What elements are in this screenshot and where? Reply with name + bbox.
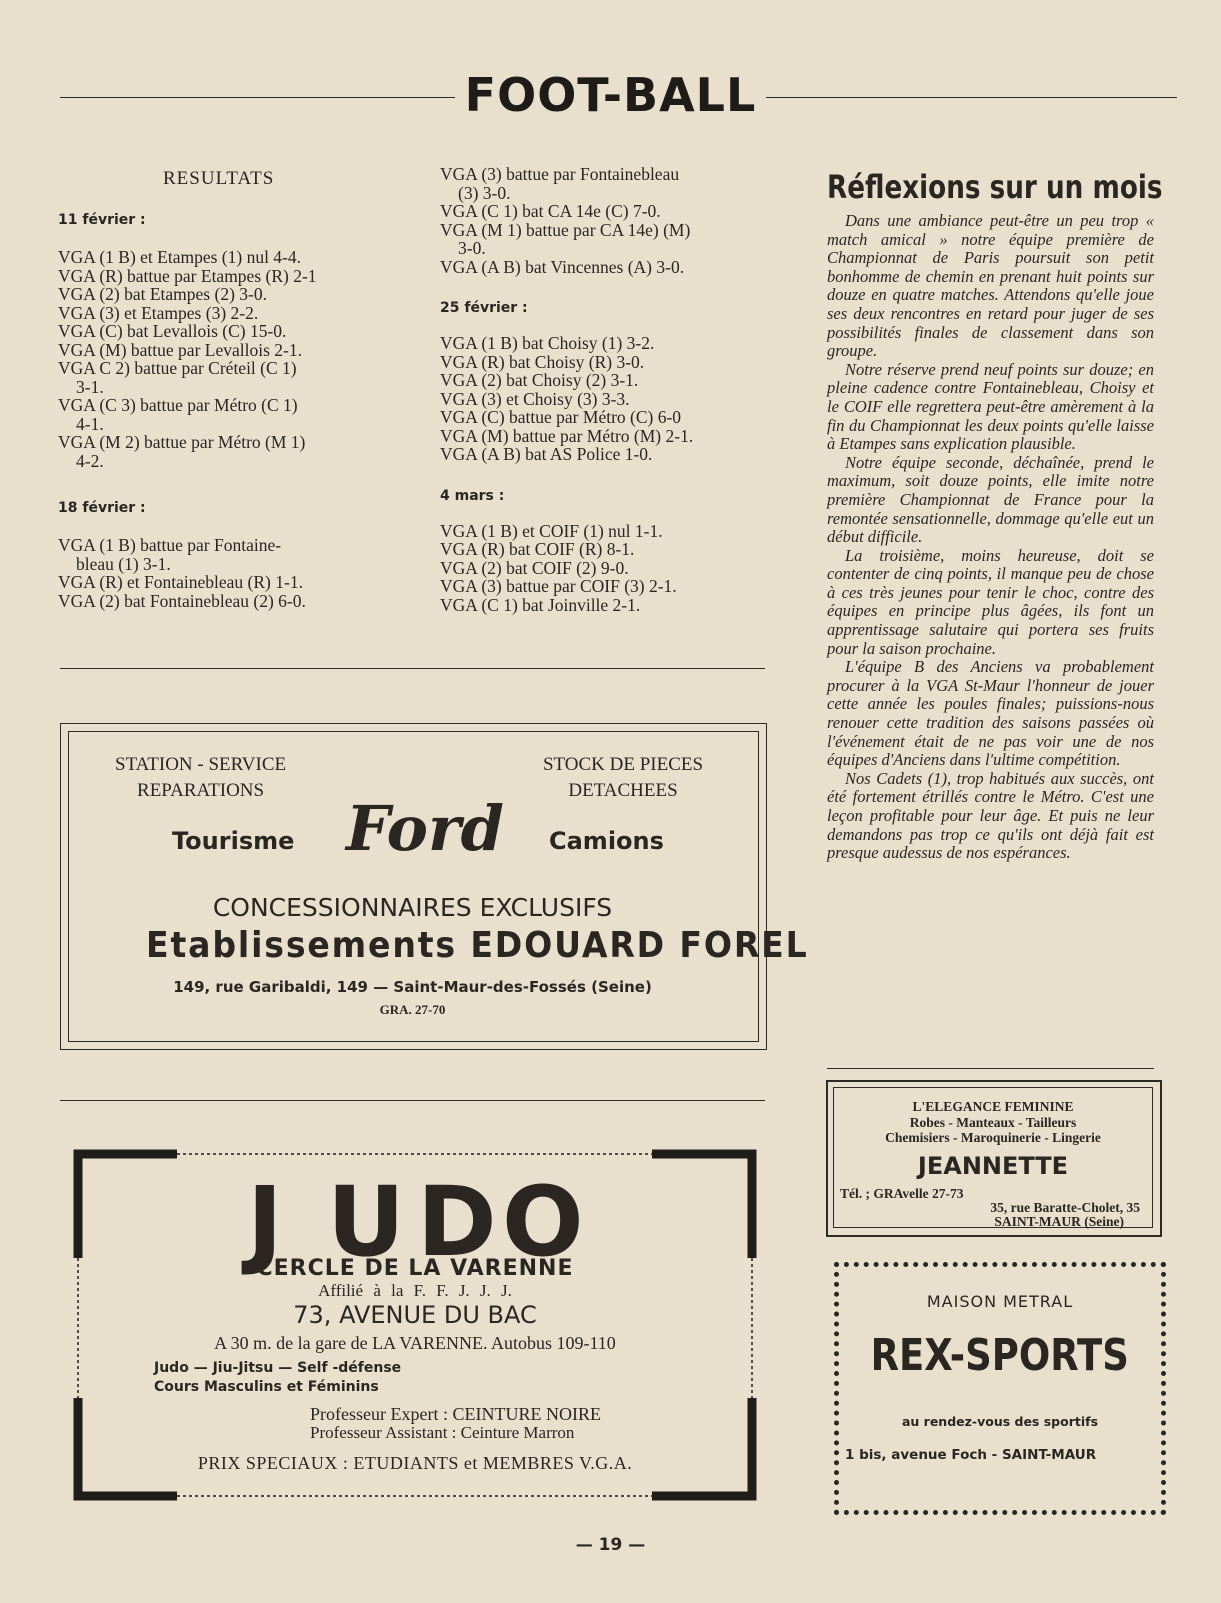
rex-tagline: au rendez-vous des sportifs — [901, 1414, 1099, 1429]
divider — [827, 1068, 1154, 1069]
reflexions-paragraph: Notre équipe seconde, déchaînée, prend le maximum, soit douze points, elle imite notre première Championnat de France pour la remontée sensationnelle, dommage qu'elle eut un début difficile. — [827, 452, 1154, 547]
jeannette-line1: Robes - Manteaux - Tailleurs — [909, 1114, 1077, 1130]
result-line: VGA (C) bat Levallois (C) 15-0. — [58, 321, 287, 341]
jeannette-phone: Tél. ; GRAvelle 27-73 — [840, 1186, 964, 1201]
result-line: VGA (C 1) bat CA 14e (C) 7-0. — [440, 201, 661, 221]
results-heading: RESULTATS — [163, 168, 275, 189]
result-line: VGA (1 B) et COIF (1) nul 1-1. — [440, 520, 663, 541]
ford-company: Etablissements EDOUARD FOREL — [146, 925, 809, 966]
result-line: VGA (C 1) bat Joinville 2-1. — [440, 594, 641, 615]
result-line: bleau (1) 3-1. — [76, 553, 171, 574]
jeannette-name: JEANNETTE — [917, 1152, 1069, 1180]
ford-ad-pieces: STOCK DE PIECES DETACHEES — [542, 754, 704, 801]
result-line: 3-0. — [458, 238, 486, 258]
page-title: FOOT-BALL — [0, 68, 1221, 122]
judo-letter: O — [502, 1166, 584, 1278]
divider — [60, 668, 765, 669]
judo-affiliation: Affilié à la F. F. J. J. J. — [318, 1281, 512, 1300]
ford-concession: CONCESSIONNAIRES EXCLUSIFS — [212, 893, 613, 922]
judo-directions: A 30 m. de la gare de LA VARENNE. Autobus 109-110 — [214, 1333, 616, 1353]
rex-top: MAISON METRAL — [926, 1292, 1074, 1311]
result-line: VGA (R) et Fontainebleau (R) 1-1. — [58, 572, 303, 592]
jeannette-heading: L'ELEGANCE FEMININE — [912, 1099, 1074, 1114]
result-line: VGA (M) battue par Métro (M) 2-1. — [440, 425, 694, 446]
result-line: VGA (2) bat Etampes (2) 3-0. — [58, 284, 267, 304]
result-line: VGA (2) bat Choisy (2) 3-1. — [440, 370, 639, 390]
reflexions-article — [827, 212, 1154, 863]
result-line: VGA (3) et Etampes (3) 2-2. — [58, 302, 259, 323]
ford-phone: GRA. 27-70 — [379, 1002, 446, 1017]
date-18-fevrier: 18 février : — [58, 500, 146, 516]
results-column-2 — [440, 165, 770, 614]
ford-camions: Camions — [549, 827, 664, 855]
result-line: VGA (1 B) et Etampes (1) nul 4-4. — [58, 247, 302, 267]
result-line: (3) 3-0. — [458, 182, 511, 203]
date-25-fevrier: 25 février : — [440, 300, 528, 316]
result-line: VGA (2) bat COIF (2) 9-0. — [440, 557, 629, 578]
judo-prices: PRIX SPECIAUX : ETUDIANTS et MEMBRES V.G.A. — [197, 1453, 633, 1473]
results-column-1 — [58, 212, 388, 610]
result-line: 4-2. — [76, 450, 104, 471]
result-line: VGA (C 3) battue par Métro (C 1) — [58, 395, 298, 415]
result-line: VGA (C) battue par Métro (C) 6-0 — [440, 407, 682, 427]
ford-address: 149, rue Garibaldi, 149 — Saint-Maur-des-Fossés (Seine) — [173, 978, 652, 996]
reflexions-paragraph: Nos Cadets (1), trop habitués aux succès, ont été fortement étrillés contre le Métro. C'est une leçon profitable pour leur âge. Et puis ne leur demandons pas trop ce qu'ils ont déjà fait est presque audessus de nos espérances. — [827, 768, 1154, 863]
jeannette-city: SAINT-MAUR (Seine) — [994, 1214, 1124, 1229]
reflexions-paragraph: La troisième, moins heureuse, doit se contenter de cinq points, il manque peu de chose à ces très jeunes pour tenir le choc, contre des équipes en principe plus âgées, ils font un apprentissage salutaire qui portera ses fruits pour la saison prochaine. — [827, 545, 1154, 658]
jeannette-heading-block — [826, 1099, 1160, 1146]
result-line: VGA C 2) battue par Créteil (C 1) — [58, 358, 297, 378]
date-4-mars: 4 mars : — [440, 487, 505, 504]
result-line: VGA (3) et Choisy (3) 3-3. — [440, 388, 630, 409]
judo-prof-expert: Professeur Expert : CEINTURE NOIRE — [310, 1404, 601, 1424]
judo-letter: J — [247, 1166, 283, 1278]
judo-address: 73, AVENUE DU BAC — [293, 1301, 537, 1329]
rex-address: 1 bis, avenue Foch - SAINT-MAUR — [845, 1447, 1097, 1463]
judo-letter: D — [417, 1166, 497, 1278]
result-line: 4-1. — [76, 413, 104, 434]
judo-courses: Cours Masculins et Féminins — [154, 1379, 379, 1395]
result-line: VGA (1 B) bat Choisy (1) 3-2. — [440, 333, 655, 353]
page-number: — 19 — — [575, 1535, 646, 1555]
ford-logo: Ford — [346, 792, 504, 865]
result-line: VGA (1 B) battue par Fontaine- — [58, 535, 282, 555]
reflexions-paragraph: Notre réserve prend neuf points sur douze; en pleine cadence contre Fontainebleau, Choisy et le COIF elle regrettera peut-être amèrement à la fin du Championnat les deux points qu'elle laisse à Etampes sans explication plausible. — [827, 359, 1154, 454]
reflexions-paragraph: L'équipe B des Anciens va probablement procurer à la VGA St-Maur l'honneur de jouer cette année les poules finales; puissions-nous renouer cette tradition des saisons passées où l'événement était de ne pas voir une de nos équipes d'Anciens dans l'ultime compétition. — [827, 657, 1154, 770]
result-line: VGA (A B) bat Vincennes (A) 3-0. — [440, 256, 685, 277]
reflexions-paragraph: Dans une ambiance peut-être un peu trop « match amical » notre équipe première de Championnat de Paris poursuit son petit bonhomme de chemin en prenant huit points sur douze en quatre matches. Attendons qu'elle joue ses deux rencontres en retard pour juger de ses possibilités finales de classement dans son groupe. — [827, 211, 1154, 361]
judo-ad — [72, 1148, 758, 1502]
result-line: VGA (2) bat Fontainebleau (2) 6-0. — [58, 590, 306, 611]
judo-letter: U — [327, 1166, 405, 1278]
result-line: VGA (M) battue par Levallois 2-1. — [58, 339, 302, 360]
result-line: VGA (A B) bat AS Police 1-0. — [440, 444, 653, 464]
result-line: VGA (M 1) battue par CA 14e) (M) — [440, 219, 691, 240]
judo-disciplines: Judo — Jiu-Jitsu — Self -défense — [154, 1360, 402, 1376]
date-11-fevrier: 11 février : — [58, 212, 146, 228]
ford-ad-service: STATION - SERVICE REPARATIONS — [115, 754, 287, 801]
result-line: VGA (M 2) battue par Métro (M 1) — [58, 432, 306, 452]
result-line: VGA (3) battue par Fontainebleau — [440, 164, 680, 184]
ford-tourisme: Tourisme — [172, 827, 295, 855]
result-line: VGA (R) bat Choisy (R) 3-0. — [440, 351, 645, 372]
reflexions-title: Réflexions sur un mois — [827, 168, 1163, 206]
rex-name-wrap — [834, 1330, 1166, 1381]
rex-name: REX-SPORTS — [870, 1330, 1130, 1381]
jeannette-line2: Chemisiers - Maroquinerie - Lingerie — [885, 1130, 1101, 1145]
result-line: VGA (R) bat COIF (R) 8-1. — [440, 539, 635, 559]
result-line: VGA (R) battue par Etampes (R) 2-1 — [58, 265, 317, 286]
result-line: 3-1. — [76, 376, 104, 397]
result-line: VGA (3) battue par COIF (3) 2-1. — [440, 576, 677, 596]
judo-prof-assistant: Professeur Assistant : Ceinture Marron — [310, 1423, 575, 1442]
judo-club: CERCLE DE LA VARENNE — [256, 1256, 574, 1281]
jeannette-street: 35, rue Baratte-Cholet, 35 — [990, 1200, 1140, 1215]
divider — [60, 1100, 765, 1101]
